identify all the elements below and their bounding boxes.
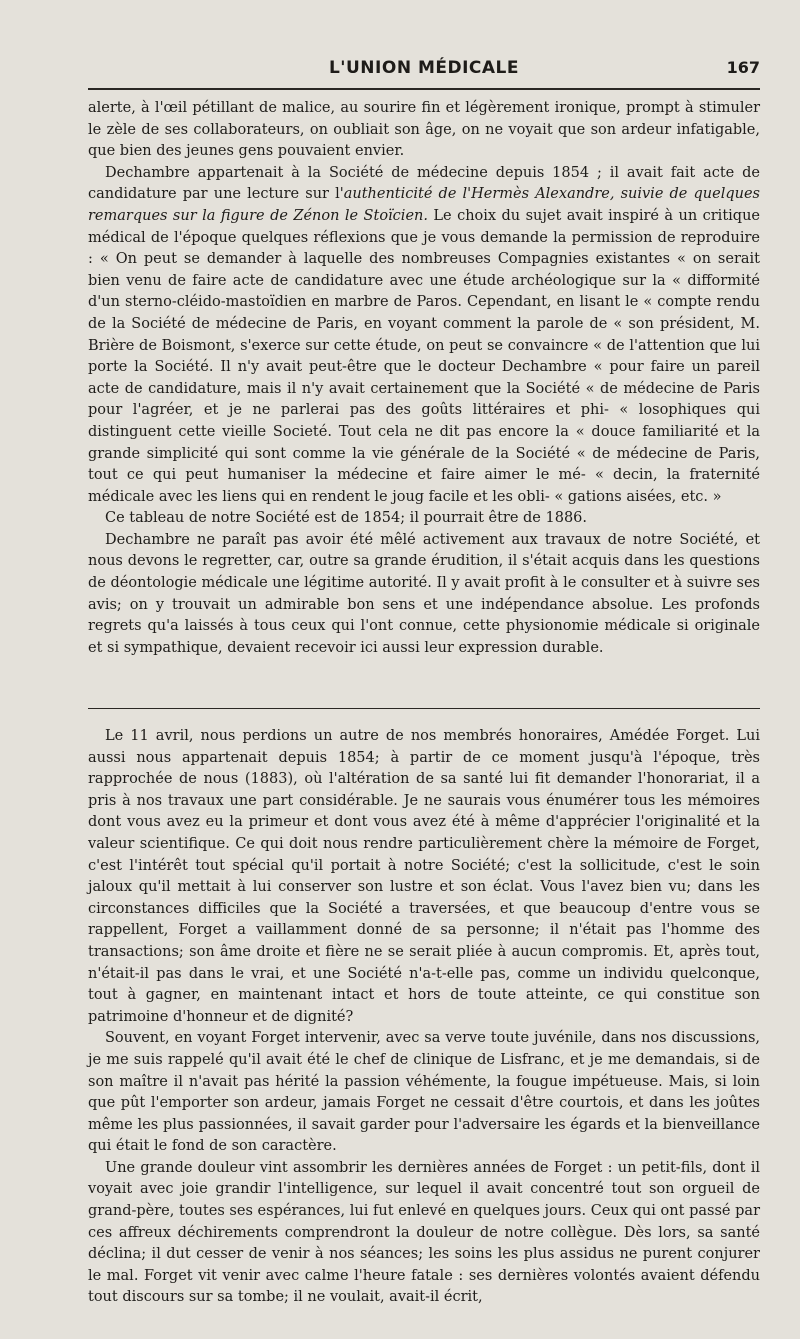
paragraph (88, 163, 760, 509)
paragraph: Dechambre ne paraît pas avoir été mêlé activement aux travaux de notre Société, et nous devons le regretter, car, outre sa grande érudition, il s'était acquis dans les questions de déontologie médicale une légitime autorité. Il y avait profit à le consulter et à suivre ses avis; on y trouvait un admirable bon sens et une indépendance absolue. Les profonds regrets qu'a laissés à tous ceux qui l'ont connue, cette physionomie médicale si originale et si sympathique, devaient recevoir ici aussi leur expression durable. (88, 531, 760, 656)
paragraph: Le 11 avril, nous perdions un autre de nos membrés honoraires, Amédée Forget. Lui aussi nous appartenait depuis 1854; à partir de ce moment jusqu'à l'époque, très rapprochée de nous (1883), où l'altération de sa santé lui fit demander l'honorariat, il a pris à nos travaux une part considérable. Je ne saurais vous énumérer tous les mémoires dont vous avez eu la primeur et dont vous avez été à même d'apprécier l'originalité et la valeur scientifique. Ce qui doit nous rendre particulièrement chère la mémoire de Forget, c'est l'intérêt tout spécial qu'il portait à notre Société; c'est la sollicitude, c'est le soin jaloux qu'il mettait à lui conserver son lustre et son éclat. Vous l'avez bien vu; dans les circonstances difficiles que la Société a traversées, et que beaucoup d'entre vous se rappellent, Forget a vaillamment donné de sa personne; il n'était pas l'homme des transactions; son âme droite et fière ne se serait pliée à aucun compromis. Et, après tout, n'était-il pas dans le vrai, et une Société n'a-t-elle pas, comme un individu quelconque, tout à gagner, en maintenant intact et hors de toute atteinte, ce qui constitue son patrimoine d'honneur et de dignité? (88, 728, 760, 1025)
paragraph-text: Le choix du sujet avait inspiré à un critique médical de l'époque quelques réflexions que je vous demande la permission de reproduire : « On peut se demander à laquelle des nombreuses Compagnies existantes « on serait bien venu de faire acte de candidature avec une étude archéologique sur la « difformité d'un sterno-cléido-mastoïdien en marbre de Paros. Cependant, en lisant le « compte rendu de la Société de médecine de Paris, en voyant comment la parole de « son président, M. Brière de Boismont, s'exerce sur cette étude, on peut se convaincre « de l'attention que lui porte la Société. Il n'y avait peut-être que le docteur Dechambre « pour faire un pareil acte de candidature, mais il n'y avait certainement que la Société « de médecine de Paris pour l'agréer, et je ne parlerai pas des goûts littéraires et phi- « losophiques qui distinguent cette vieille Societé. Tout cela ne dit pas encore la « douce familiarité et la grande simplicité qui sont comme la vie générale de la Société « de médecine de Paris, tout ce qui peut humaniser la médecine et faire aimer le mé- « decin, la fraternité médicale avec les liens qui en rendent le joug facile et les obli- « gations aisées, etc. » (88, 207, 760, 505)
paragraph: Une grande douleur vint assombrir les dernières années de Forget : un petit-fils, dont il voyait avec joie grandir l'intelligence, sur lequel il avait concentré tout son orgueil de grand-père, toutes ses espérances, lui fut enlevé en quelques jours. Ceux qui ont passé par ces affreux déchirements comprendront la douleur de notre collègue. Dès lors, sa santé déclina; il dut cesser de venir à nos séances; les soins les plus assidus ne purent conjurer le mal. Forget vit venir avec calme l'heure fatale : ses dernières volontés avaient défendu tout discours sur sa tombe; il ne voulait, avait-il écrit, (88, 1159, 760, 1306)
section-rule (88, 708, 760, 709)
section-dechambre (88, 98, 760, 659)
paragraph-text: Dechambre appartenait à la Société de médecine depuis 1854 ; il avait fait acte de candidature par une lecture sur l' (88, 164, 760, 203)
paragraph: Souvent, en voyant Forget intervenir, avec sa verve toute juvénile, dans nos discussions, je me suis rappelé qu'il avait été le chef de clinique de Lisfranc, et je me demandais, si de son maître il n'avait pas hérité la passion véhémente, la fougue impétueuse. Mais, si loin que pût l'emporter son ardeur, jamais Forget ne cessait d'être courtois, et dans les joûtes même les plus passionnées, il savait garder pour l'adversaire les égards et la bienveillance qui était le fond de son caractère. (88, 1030, 760, 1155)
header-rule (88, 88, 760, 90)
paragraph: alerte, à l'œil pétillant de malice, au sourire fin et légèrement ironique, prompt à stimuler le zèle de ses collaborateurs, on oubliait son âge, on ne voyait que son ardeur infatigable, que bien des jeunes gens pouvaient envier. (88, 100, 760, 160)
section-forget (88, 726, 760, 1309)
paragraph: Ce tableau de notre Société est de 1854; il pourrait être de 1886. (105, 510, 588, 527)
italic-title: authenticité de l'Hermès Alexandre, suivie de quelques remarques sur la figure de Zénon le Stoïcien. (88, 186, 760, 224)
page-number: 167 (726, 58, 760, 77)
page-header (88, 58, 760, 82)
running-title: L'UNION MÉDICALE (328, 58, 520, 78)
